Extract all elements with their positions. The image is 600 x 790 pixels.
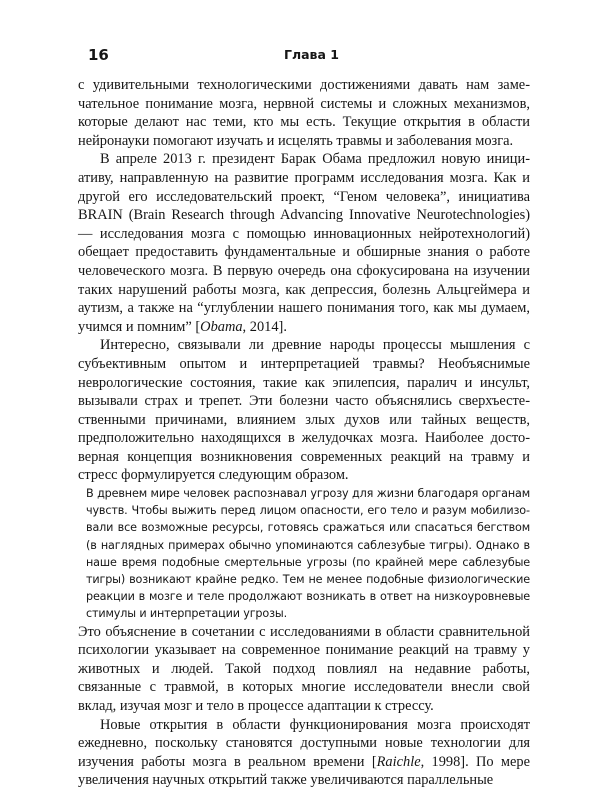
paragraph-2-text: В апреле 2013 г. президент Барак Обама предложил новую инициативу, направленную на развитие программ исследования мозга. Как и другой его исследовательский проект, “Геном человека”, инициатива BRAIN (Brain Research through Advancing Innovative Neurotechnologies) — исследования мозга с помощью инновационных нейротехнологий) обещает предоставить фундаментальные и обширные знания о работе человеческого мозга. В первую очередь она сфокусирована на изучении таких нарушений работы мозга, как депрессия, болезнь Альцгеймера и аутизм, а также на “углублении нашего понимания того, как мы думаем, учимся и помним” [: [78, 151, 530, 335]
paragraph-5-text: Новые открытия в области функционирования мозга происходят ежедневно, поскольку становятся доступными новые технологии для изучения работы мозга в реальном времени [: [78, 716, 530, 770]
chapter-title: Глава 1: [284, 47, 339, 62]
paragraph-5: [78, 716, 530, 790]
citation-obama: Obama: [200, 318, 243, 335]
citation-raichle: Raichle: [376, 753, 421, 770]
page-header: [0, 46, 600, 68]
paragraph-1: с удивительными технологическими достижениями давать нам замечательное понимание мозга, нервной системы и сложных механизмов, которые делают нас теми, кто мы есть. Текущие открытия в области нейронауки помогают изучать и исцелять травмы и заболевания мозга.: [78, 77, 530, 149]
paragraph-4: Это объяснение в сочетании с исследованиями в области сравнительной психологии указывает на современное понимание реакций на травму у животных и людей. Такой подход повлиял на недавние работы, связанные с травмой, в которых многие исследователи внесли свой вклад, изучая мозг и тело в процессе адаптации к стрессу.: [78, 623, 530, 715]
paragraph-3: Интересно, связывали ли древние народы процессы мышления с субъективным опытом и интерпретацией травмы? Необъяснимые неврологические состояния, такие как эпилепсия, паралич и инсульт, вызывали страх и трепет. Эти болезни часто объяснялись сверхъестественными причинами, влиянием злых духов или тайных веществ, предположительно находящихся в желудочках мозга. Наиболее достоверная концепция возникновения современных реакций на травму и стресс формулируется следующим образом.: [78, 337, 530, 484]
paragraph-2-end: , 2014].: [242, 318, 287, 335]
page-body: [78, 76, 530, 790]
page-number: 16: [88, 46, 109, 64]
block-quote: В древнем мире человек распознавал угрозу для жизни благодаря органам чувств. Чтобы выжить перед лицом опасности, его тело и разум мобилизовали все возможные ресурсы, готовясь сражаться или спасаться бегством (в наглядных примерах обычно упоминаются саблезубые тигры). Однако в наше время подобные смертельные угрозы (по крайней мере саблезубые тигры) возникают крайне редко. Тем не менее подобные физиологические реакции в мозге и теле продолжают возникать в ответ на низкоуровневые стимулы и интерпретации угрозы.: [86, 487, 530, 621]
paragraph-2: [78, 150, 530, 336]
paragraph-5-end: , 1998]. По мере увеличения научных открытий также увеличиваются параллельные: [78, 753, 530, 789]
